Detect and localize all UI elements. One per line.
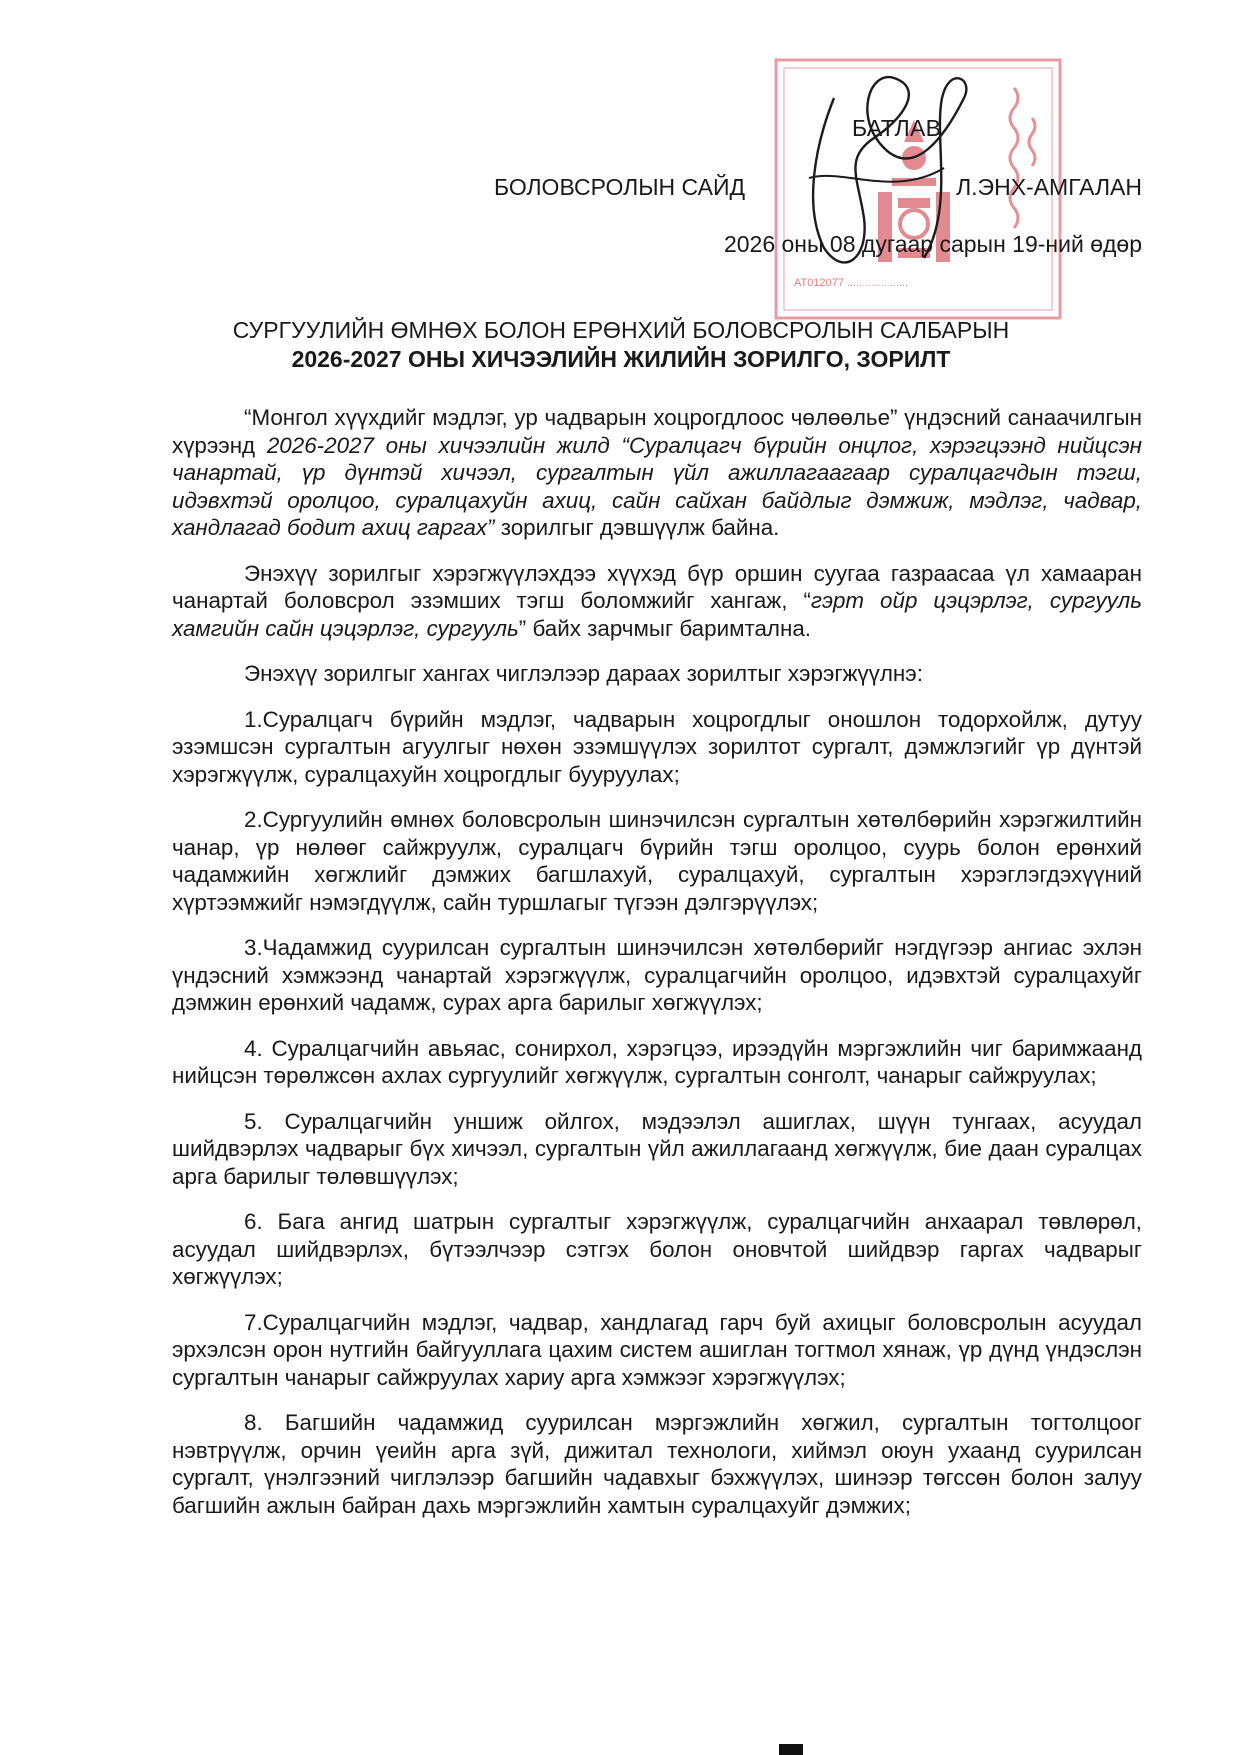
- document-title-line-2: 2026-2027 ОНЫ ХИЧЭЭЛИЙН ЖИЛИЙН ЗОРИЛГО, ЗОРИЛТ: [291, 346, 951, 372]
- objective-item-5: 5. Суралцагчийн уншиж ойлгох, мэдээлэл ашиглах, шүүн тунгаах, асуудал шийдвэрлэх чадварыг бүх хичээл, сургалтын үйл ажиллагаанд хөгжүүлж, бие даан суралцах арга барилыг төлөвшүүлэх;: [172, 1108, 1142, 1189]
- approval-date: 2026 оны 08 дугаар сарын 19-ний өдөр: [723, 231, 1142, 257]
- intro-text: зорилгыг дэвшүүлж байна.: [494, 515, 780, 540]
- intro-italic-principle: гэрт ойр цэцэрлэг, сургууль хамгийн сайн цэцэрлэг, сургууль: [172, 588, 1142, 641]
- intro-text: ” байх зарчмыг баримтална.: [518, 615, 812, 641]
- minister-title: БОЛОВСРОЛЫН САЙД: [494, 174, 746, 200]
- objective-item-6: 6. Бага ангид шатрын сургалтыг хэрэгжүүлж, суралцагчийн анхаарал төвлөрөл, асуудал шийдвэрлэх, бүтээлчээр сэтгэх болон оновчтой шийдвэр гаргах чадварыг хөгжүүлэх;: [172, 1209, 1142, 1289]
- page-edge-mark: [779, 1744, 803, 1755]
- approve-label: БАТЛАВ: [852, 115, 942, 141]
- intro-paragraph-1: [172, 404, 1142, 542]
- objective-item-1: 1.Суралцагч бүрийн мэдлэг, чадварын хоцрогдлыг оношлон тодорхойлж, дутуу эзэмшсэн сургалтын агуулгыг нөхөн эзэмшүүлэх зорилтот сургалт, дэмжлэгийг үр дүнтэй хэрэгжүүлж, суралцахуйн хоцрогдлыг бууруулах;: [172, 706, 1142, 787]
- objective-item-8: 8. Багшийн чадамжид суурилсан мэргэжлийн хөгжил, сургалтын тогтолцоог нэвтрүүлж, орчин үеийн арга зүй, дижитал технологи, хиймэл оюун ухаанд суурилсан сургалт, үнэлгээний чиглэлээр багшийн чадавхыг бэхжүүлэх, шинээр төгссөн болон залуу багшийн ажлын байран дахь мэргэжлийн хамтын суралцахуйг дэмжих;: [172, 1410, 1142, 1518]
- document-body: [172, 404, 1142, 1537]
- intro-paragraph-2: [172, 560, 1142, 643]
- minister-name: Л.ЭНХ-АМГАЛАН: [956, 174, 1142, 200]
- objective-item-2: 2.Сургуулийн өмнөх боловсролын шинэчилсэн сургалтын хөтөлбөрийн хэрэгжилтийн чанар, үр нөлөөг сайжруулж, суралцагч бүрийн тэгш оролцоо, суурь болон ерөнхий чадамжийн хөгжлийг дэмжих багшлахуй, суралцахуй, сургалтын хэрэглэгдэхүүний хүртээмжийг нэмэгдүүлж, сайн туршлагыг түгээн дэлгэрүүлэх;: [172, 807, 1142, 915]
- intro-text: Энэхүү зорилгыг хэрэгжүүлэхдээ хүүхэд бүр оршин суугаа газраасаа үл хамааран чанартай боловсрол эзэмших тэгш боломжийг хангаж, “: [172, 560, 1142, 613]
- objective-item-7: 7.Суралцагчийн мэдлэг, чадвар, хандлагад гарч буй ахицыг боловсролын асуудал эрхэлсэн орон нутгийн байгууллага цахим систем ашиглан тогтмол хянаж, үр дүнд үндэслэн сургалтын чанарыг сайжруулах хариу арга хэмжээг хэрэгжүүлэх;: [172, 1309, 1142, 1390]
- intro-paragraph-3: Энэхүү зорилгыг хангах чиглэлээр дараах зорилтыг хэрэгжүүлнэ:: [244, 661, 923, 686]
- intro-text: “Монгол хүүхдийг мэдлэг, ур чадварын хоцрогдлоос чөлөөлье” үндэсний санаачилгын хүрээнд: [172, 405, 1142, 458]
- svg-text:АТ012077 ..... ....... ......: АТ012077 ..... ....... ......: [794, 277, 909, 289]
- intro-italic-goal: 2026-2027 оны хичээлийн жилд “Суралцагч бүрийн онцлог, хэрэгцээнд нийцсэн чанартай, үр дүнтэй хичээл, сургалтын үйл ажиллагаагаар суралцагчдын тэгш, идэвхтэй оролцоо, суралцахуйн ахиц, сайн сайхан байдлыг дэмжиж, мэдлэг, чадвар, хандлагад бодит ахиц гаргах”: [172, 432, 1142, 540]
- document-title-line-1: СУРГУУЛИЙН ӨМНӨХ БОЛОН ЕРӨНХИЙ БОЛОВСРОЛЫН САЛБАРЫН: [232, 317, 1010, 343]
- objective-item-4: 4. Суралцагчийн авьяас, сонирхол, хэрэгцээ, ирээдүйн мэргэжлийн чиг баримжаанд нийцсэн төрөлжсөн ахлах сургуулийг хөгжүүлж, сургалтын сонголт, чанарыг сайжруулах;: [172, 1035, 1142, 1088]
- objective-item-3: 3.Чадамжид суурилсан сургалтын шинэчилсэн хөтөлбөрийг нэгдүгээр ангиас эхлэн үндэсний хэмжээнд чанартай хэрэгжүүлж, суралцагчийн оролцоо, идэвхтэй суралцахуйг дэмжин ерөнхий чадамж, сурах арга барилыг хөгжүүлэх;: [172, 935, 1142, 1015]
